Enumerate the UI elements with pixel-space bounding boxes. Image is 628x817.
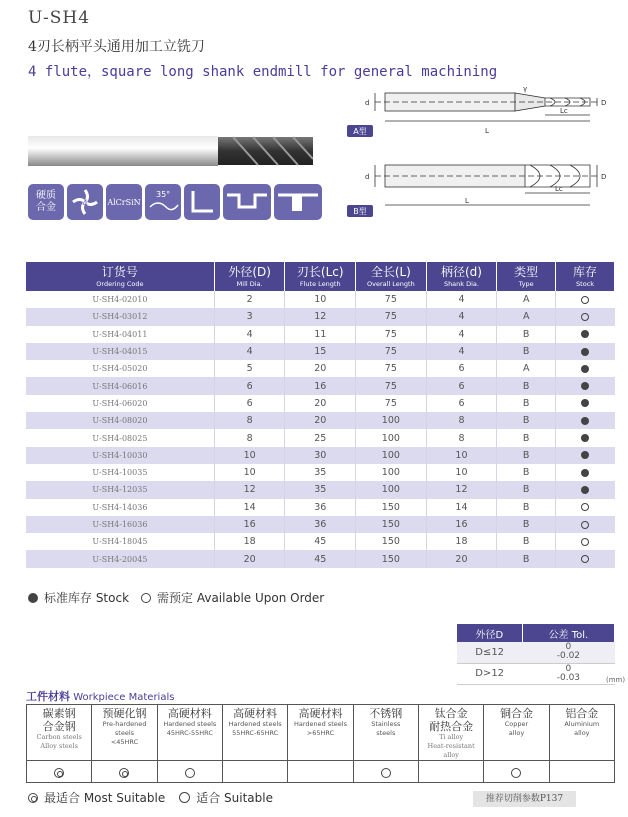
cell-code: U-SH4-20045 — [26, 550, 214, 567]
feature-icons — [28, 184, 322, 220]
label-Lc-b: Lc — [555, 185, 563, 193]
material-header: 高硬材料 Hardened steels 55HRC-65HRC — [222, 705, 287, 761]
cell-type: B — [497, 550, 556, 567]
stock-dot-icon — [581, 469, 589, 477]
cell-D: 12 — [214, 481, 285, 498]
cell-stock — [556, 360, 615, 377]
cell-d: 20 — [426, 550, 497, 567]
order-circle-icon — [581, 503, 589, 511]
cell-D: 20 — [214, 550, 285, 567]
cell-Lc: 35 — [285, 481, 356, 498]
stock-dot-icon — [581, 417, 589, 425]
cell-code: U-SH4-06016 — [26, 377, 214, 394]
material-rating — [484, 761, 549, 783]
tol-range: D≤12 — [457, 642, 522, 663]
order-circle-icon — [141, 593, 151, 603]
cell-type: A — [497, 291, 556, 308]
cell-Lc: 45 — [285, 533, 356, 550]
cell-L: 75 — [356, 326, 427, 343]
four-flute-icon — [67, 184, 103, 220]
table-row — [26, 516, 615, 533]
tolerance-table — [457, 624, 615, 685]
stock-dot-icon — [581, 451, 589, 459]
cell-d: 8 — [426, 412, 497, 429]
table-row — [26, 412, 615, 429]
cell-Lc: 36 — [285, 516, 356, 533]
cell-code: U-SH4-04011 — [26, 326, 214, 343]
cell-code: U-SH4-03012 — [26, 308, 214, 325]
suitable-icon — [185, 768, 195, 778]
cell-stock — [556, 464, 615, 481]
cell-L: 150 — [356, 550, 427, 567]
cell-code: U-SH4-08020 — [26, 412, 214, 429]
column-header: 柄径(d) Shank Dia. — [426, 262, 497, 291]
cell-D: 4 — [214, 326, 285, 343]
cell-stock — [556, 395, 615, 412]
column-header: 订货号 Ordering Code — [26, 262, 214, 291]
cell-Lc: 15 — [285, 343, 356, 360]
cell-d: 12 — [426, 481, 497, 498]
cell-d: 6 — [426, 377, 497, 394]
label-d-b: d — [365, 173, 370, 181]
cell-D: 16 — [214, 516, 285, 533]
svg-text:4: 4 — [82, 199, 88, 209]
cell-L: 75 — [356, 343, 427, 360]
cell-stock — [556, 499, 615, 516]
cell-stock — [556, 550, 615, 567]
cell-Lc: 25 — [285, 429, 356, 446]
cell-D: 2 — [214, 291, 285, 308]
cell-Lc: 11 — [285, 326, 356, 343]
order-circle-icon — [581, 555, 589, 563]
column-header: 库存 Stock — [556, 262, 615, 291]
spec-table — [26, 262, 615, 568]
cell-type: B — [497, 377, 556, 394]
tol-header-dia: 外径D — [457, 624, 522, 642]
table-row — [26, 550, 615, 567]
cell-stock — [556, 377, 615, 394]
cell-stock — [556, 412, 615, 429]
unit-label: (mm) — [606, 676, 626, 684]
table-row — [26, 360, 615, 377]
cell-L: 150 — [356, 533, 427, 550]
cell-code: U-SH4-10030 — [26, 447, 214, 464]
most-suitable-icon — [54, 768, 64, 778]
cell-d: 6 — [426, 360, 497, 377]
table-row — [26, 499, 615, 516]
stock-dot-icon — [581, 330, 589, 338]
cell-L: 75 — [356, 360, 427, 377]
cell-stock — [556, 481, 615, 498]
cell-stock — [556, 308, 615, 325]
spec-table-header — [26, 262, 615, 291]
title-chinese: 4刃长柄平头通用加工立铣刀 — [28, 39, 205, 55]
table-row — [26, 308, 615, 325]
material-rating — [288, 761, 353, 783]
type-b-drawing — [375, 165, 600, 205]
cell-code: U-SH4-05020 — [26, 360, 214, 377]
cell-d: 4 — [426, 326, 497, 343]
table-row — [26, 464, 615, 481]
title-english: 4 flute，square long shank endmill for general machining — [28, 64, 498, 80]
material-header: 高硬材料 Hardened steels 45HRC-55HRC — [157, 705, 222, 761]
cell-stock — [556, 326, 615, 343]
cell-type: B — [497, 429, 556, 446]
cell-type: B — [497, 499, 556, 516]
cell-d: 18 — [426, 533, 497, 550]
order-circle-icon — [581, 521, 589, 529]
material-rating — [222, 761, 287, 783]
suitability-legend — [28, 789, 273, 806]
order-circle-icon — [581, 313, 589, 321]
material-header: 高硬材料 Hardened steels >65HRC — [288, 705, 353, 761]
cell-type: B — [497, 464, 556, 481]
table-row — [26, 481, 615, 498]
cell-Lc: 16 — [285, 377, 356, 394]
cell-Lc: 12 — [285, 308, 356, 325]
cell-stock — [556, 343, 615, 360]
cell-D: 18 — [214, 533, 285, 550]
material-header: 铜合金 Copper alloy — [484, 705, 549, 761]
cell-code: U-SH4-06020 — [26, 395, 214, 412]
cell-type: B — [497, 395, 556, 412]
suitable-icon — [511, 768, 521, 778]
material-header: 预硬化钢 Pre-hardened steels <45HRC — [92, 705, 157, 761]
cell-type: B — [497, 447, 556, 464]
square-end-icon — [184, 184, 220, 220]
order-legend-label: 需预定 Available Upon Order — [157, 591, 325, 605]
cell-code: U-SH4-04015 — [26, 343, 214, 360]
cell-Lc: 30 — [285, 447, 356, 464]
cell-L: 75 — [356, 377, 427, 394]
material-rating — [549, 761, 614, 783]
material-rating — [92, 761, 157, 783]
cell-stock — [556, 429, 615, 446]
material-header: 铝合金 Aluminium alloy — [549, 705, 614, 761]
cell-D: 4 — [214, 343, 285, 360]
column-header: 外径(D) Mill Dia. — [214, 262, 285, 291]
label-L-a: L — [485, 127, 489, 135]
cell-type: B — [497, 516, 556, 533]
label-D-a: D — [601, 99, 607, 107]
slotting-icon — [274, 184, 322, 220]
suitable-icon — [381, 768, 391, 778]
material-rating — [353, 761, 418, 783]
label-gamma: γ — [523, 85, 528, 93]
side-milling-icon — [223, 184, 271, 220]
label-d-a: d — [365, 99, 370, 107]
column-header: 类型 Type — [497, 262, 556, 291]
workpiece-header — [27, 705, 615, 761]
cell-L: 100 — [356, 429, 427, 446]
stock-dot-icon — [581, 486, 589, 494]
table-row — [26, 326, 615, 343]
table-row — [26, 447, 615, 464]
cell-type: B — [497, 343, 556, 360]
tol-range: D>12 — [457, 663, 522, 684]
helix-angle-icon — [145, 184, 181, 220]
cell-type: A — [497, 308, 556, 325]
cell-D: 8 — [214, 429, 285, 446]
cell-stock — [556, 291, 615, 308]
cell-L: 75 — [356, 395, 427, 412]
cell-d: 16 — [426, 516, 497, 533]
cell-D: 5 — [214, 360, 285, 377]
material-rating — [418, 761, 483, 783]
hard-alloy-icon: 硬质 合金 — [28, 184, 64, 220]
order-circle-icon — [581, 538, 589, 546]
cell-code: U-SH4-02010 — [26, 291, 214, 308]
suitable-label: 适合 Suitable — [196, 791, 273, 805]
cell-type: B — [497, 412, 556, 429]
table-row — [26, 533, 615, 550]
coating-icon: AlCrSiN — [106, 184, 142, 220]
dimension-diagram — [345, 83, 615, 223]
cell-type: B — [497, 481, 556, 498]
suitable-icon — [179, 792, 190, 803]
stock-dot-icon — [581, 348, 589, 356]
cell-Lc: 20 — [285, 360, 356, 377]
cell-D: 6 — [214, 395, 285, 412]
order-circle-icon — [581, 296, 589, 304]
cell-type: A — [497, 360, 556, 377]
stock-dot-icon — [581, 382, 589, 390]
cell-Lc: 35 — [285, 464, 356, 481]
material-header: 不锈钢 Stainless steels — [353, 705, 418, 761]
cell-D: 3 — [214, 308, 285, 325]
table-row — [26, 377, 615, 394]
column-header: 全长(L) Overall Length — [356, 262, 427, 291]
cell-d: 10 — [426, 464, 497, 481]
cell-D: 10 — [214, 447, 285, 464]
cell-code: U-SH4-10035 — [26, 464, 214, 481]
cell-code: U-SH4-14036 — [26, 499, 214, 516]
cell-d: 4 — [426, 308, 497, 325]
cell-code: U-SH4-12035 — [26, 481, 214, 498]
tol-value: 0 -0.02 — [522, 642, 614, 663]
cell-L: 150 — [356, 516, 427, 533]
tol-value: 0 -0.03 — [522, 663, 614, 684]
column-header: 刃长(Lc) Flute Length — [285, 262, 356, 291]
table-row — [26, 395, 615, 412]
cell-Lc: 10 — [285, 291, 356, 308]
cell-d: 8 — [426, 429, 497, 446]
cell-type: B — [497, 533, 556, 550]
table-row — [26, 343, 615, 360]
cell-L: 75 — [356, 291, 427, 308]
stock-legend-label: 标准库存 Stock — [44, 591, 130, 605]
material-rating — [157, 761, 222, 783]
stock-dot-icon — [581, 434, 589, 442]
cell-L: 100 — [356, 481, 427, 498]
table-row — [457, 642, 615, 663]
cell-Lc: 45 — [285, 550, 356, 567]
most-suitable-icon — [119, 768, 129, 778]
cutting-params-reference[interactable]: 推荐切削参数P137 — [473, 791, 576, 807]
workpiece-table — [26, 704, 615, 783]
label-Lc-a: Lc — [560, 107, 568, 115]
material-rating — [27, 761, 92, 783]
cell-stock — [556, 447, 615, 464]
most-suitable-label: 最适合 Most Suitable — [44, 791, 166, 805]
table-row — [26, 291, 615, 308]
table-row — [26, 429, 615, 446]
cell-L: 100 — [356, 412, 427, 429]
svg-text:35°: 35° — [156, 190, 171, 199]
endmill-photo — [28, 134, 313, 168]
cell-d: 6 — [426, 395, 497, 412]
most-suitable-icon — [28, 793, 38, 803]
workpiece-title: 工件材料 Workpiece Materials — [26, 690, 175, 703]
stock-dot-icon — [28, 593, 38, 603]
cell-d: 4 — [426, 291, 497, 308]
cell-d: 4 — [426, 343, 497, 360]
cell-D: 8 — [214, 412, 285, 429]
type-a-badge: A型 — [353, 127, 367, 136]
material-header: 碳素钢 合金钢 Carbon steels Alloy steels — [27, 705, 92, 761]
cell-L: 75 — [356, 308, 427, 325]
cell-stock — [556, 516, 615, 533]
cell-Lc: 36 — [285, 499, 356, 516]
stock-dot-icon — [581, 399, 589, 407]
cell-code: U-SH4-08025 — [26, 429, 214, 446]
material-header: 钛合金 耐热合金 Ti alloy Heat-resistant alloy — [418, 705, 483, 761]
cell-D: 6 — [214, 377, 285, 394]
cell-code: U-SH4-16036 — [26, 516, 214, 533]
label-L-b: L — [465, 197, 469, 205]
cell-d: 10 — [426, 447, 497, 464]
cell-L: 150 — [356, 499, 427, 516]
product-code: U-SH4 — [28, 8, 91, 28]
cell-Lc: 20 — [285, 395, 356, 412]
type-b-badge: B型 — [353, 207, 367, 216]
cell-code: U-SH4-18045 — [26, 533, 214, 550]
cell-L: 100 — [356, 464, 427, 481]
cell-D: 10 — [214, 464, 285, 481]
cell-L: 100 — [356, 447, 427, 464]
cell-stock — [556, 533, 615, 550]
workpiece-ratings — [27, 761, 615, 783]
cell-Lc: 20 — [285, 412, 356, 429]
stock-legend — [28, 589, 324, 606]
table-row — [457, 663, 615, 684]
cell-d: 14 — [426, 499, 497, 516]
cell-type: B — [497, 326, 556, 343]
stock-dot-icon — [581, 365, 589, 373]
tol-header-tol: 公差 Tol. — [522, 624, 614, 642]
label-D-b: D — [601, 173, 607, 181]
cell-D: 14 — [214, 499, 285, 516]
